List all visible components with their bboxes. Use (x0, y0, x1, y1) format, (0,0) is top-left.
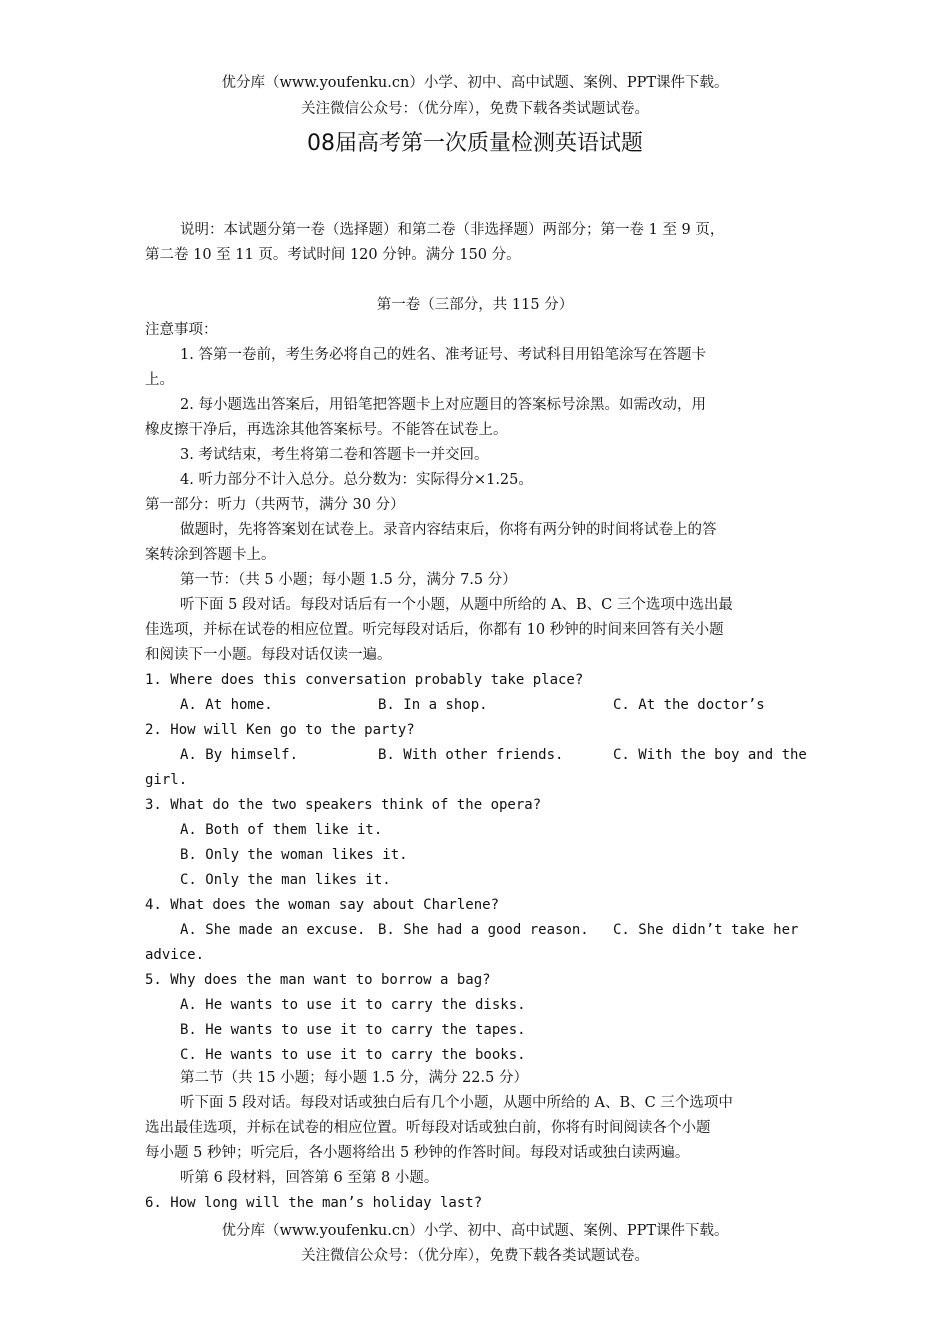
part1-desc-line-2: 案转涂到答题卡上。 (145, 547, 276, 563)
section1-heading: 第一节：（共 5 小题；每小题 1.5 分，满分 7.5 分） (180, 572, 517, 588)
question-5: 5. Why does the man want to borrow a bag? (145, 972, 491, 988)
q4-option-b: B. She had a good reason. (378, 922, 589, 938)
part1-desc-line-1: 做题时，先将答案划在试卷上。录音内容结束后，你将有两分钟的时间将试卷上的答 (180, 522, 717, 538)
q4-option-c-cont: advice. (145, 947, 205, 963)
note-1-line-1: 1. 答第一卷前，考生务必将自己的姓名、准考证号、考试科目用铅笔涂写在答题卡 (180, 347, 706, 363)
q2-option-b: B. With other friends. (378, 747, 564, 763)
note-2-line-2: 橡皮擦干净后，再选涂其他答案标号。不能答在试卷上。 (145, 422, 508, 438)
question-3: 3. What do the two speakers think of the opera? (145, 797, 542, 813)
q2-option-c-cont: girl. (145, 772, 188, 788)
footer-line-1: 优分库（www.youfenku.cn）小学、初中、高中试题、案例、PPT课件下载。 (221, 1223, 729, 1239)
q3-option-c: C. Only the man likes it. (180, 872, 391, 888)
section2-desc-line-1: 听下面 5 段对话。每段对话或独白后有几个小题，从题中所给的 A、B、C 三个选项中 (180, 1095, 733, 1111)
section2-heading: 第二节（共 15 小题；每小题 1.5 分，满分 22.5 分） (180, 1070, 528, 1086)
volume1-heading: 第一卷（三部分，共 115 分） (376, 297, 574, 313)
section1-desc-line-1: 听下面 5 段对话。每段对话后有一个小题，从题中所给的 A、B、C 三个选项中选出最 (180, 597, 733, 613)
section1-desc-line-2: 佳选项，并标在试卷的相应位置。听完每段对话后，你都有 10 秒钟的时间来回答有关小题 (145, 622, 724, 638)
header-line-2: 关注微信公众号：（优分库），免费下载各类试题试卷。 (301, 101, 649, 117)
notes-heading: 注意事项： (145, 322, 218, 338)
question-4: 4. What does the woman say about Charlene? (145, 897, 500, 913)
section2-desc-line-2: 选出最佳选项，并标在试卷的相应位置。听每段对话或独白前，你将有时间阅读各个小题 (145, 1120, 711, 1136)
q2-option-a: A. By himself. (180, 747, 299, 763)
q4-option-c: C. She didn’t take her (613, 922, 799, 938)
intro-line-1: 说明：本试题分第一卷（选择题）和第二卷（非选择题）两部分；第一卷 1 至 9 页， (180, 222, 725, 238)
part1-heading: 第一部分：听力（共两节，满分 30 分） (145, 497, 405, 513)
note-3: 3. 考试结束，考生将第二卷和答题卡一并交回。 (180, 447, 489, 463)
note-2-line-1: 2. 每小题选出答案后，用铅笔把答题卡上对应题目的答案标号涂黑。如需改动，用 (180, 397, 706, 413)
q3-option-a: A. Both of them like it. (180, 822, 383, 838)
q1-option-b: B. In a shop. (378, 697, 488, 713)
q2-option-c: C. With the boy and the (613, 747, 807, 763)
header-line-1: 优分库（www.youfenku.cn）小学、初中、高中试题、案例、PPT课件下载。 (221, 75, 729, 91)
question-1: 1. Where does this conversation probably take place? (145, 672, 584, 688)
intro-line-2: 第二卷 10 至 11 页。考试时间 120 分钟。满分 150 分。 (145, 247, 521, 263)
section1-desc-line-3: 和阅读下一小题。每段对话仅读一遍。 (145, 647, 392, 663)
q4-option-a: A. She made an excuse. (180, 922, 366, 938)
section2-desc-line-3: 每小题 5 秒钟；听完后，各小题将给出 5 秒钟的作答时间。每段对话或独白读两遍。 (145, 1145, 690, 1161)
q1-option-a: A. At home. (180, 697, 273, 713)
question-2: 2. How will Ken go to the party? (145, 722, 415, 738)
footer-line-2: 关注微信公众号：（优分库），免费下载各类试题试卷。 (301, 1248, 649, 1264)
page-title: 08届高考第一次质量检测英语试题 (307, 131, 643, 156)
material-6-instruction: 听第 6 段材料，回答第 6 至第 8 小题。 (180, 1170, 439, 1186)
question-6: 6. How long will the man’s holiday last? (145, 1195, 483, 1211)
q5-option-c: C. He wants to use it to carry the books. (180, 1047, 526, 1063)
note-4: 4. 听力部分不计入总分。总分数为：实际得分×1.25。 (180, 472, 533, 488)
q5-option-b: B. He wants to use it to carry the tapes. (180, 1022, 526, 1038)
note-1-line-2: 上。 (145, 372, 174, 388)
q3-option-b: B. Only the woman likes it. (180, 847, 408, 863)
q1-option-c: C. At the doctor’s (613, 697, 765, 713)
q5-option-a: A. He wants to use it to carry the disks. (180, 997, 526, 1013)
